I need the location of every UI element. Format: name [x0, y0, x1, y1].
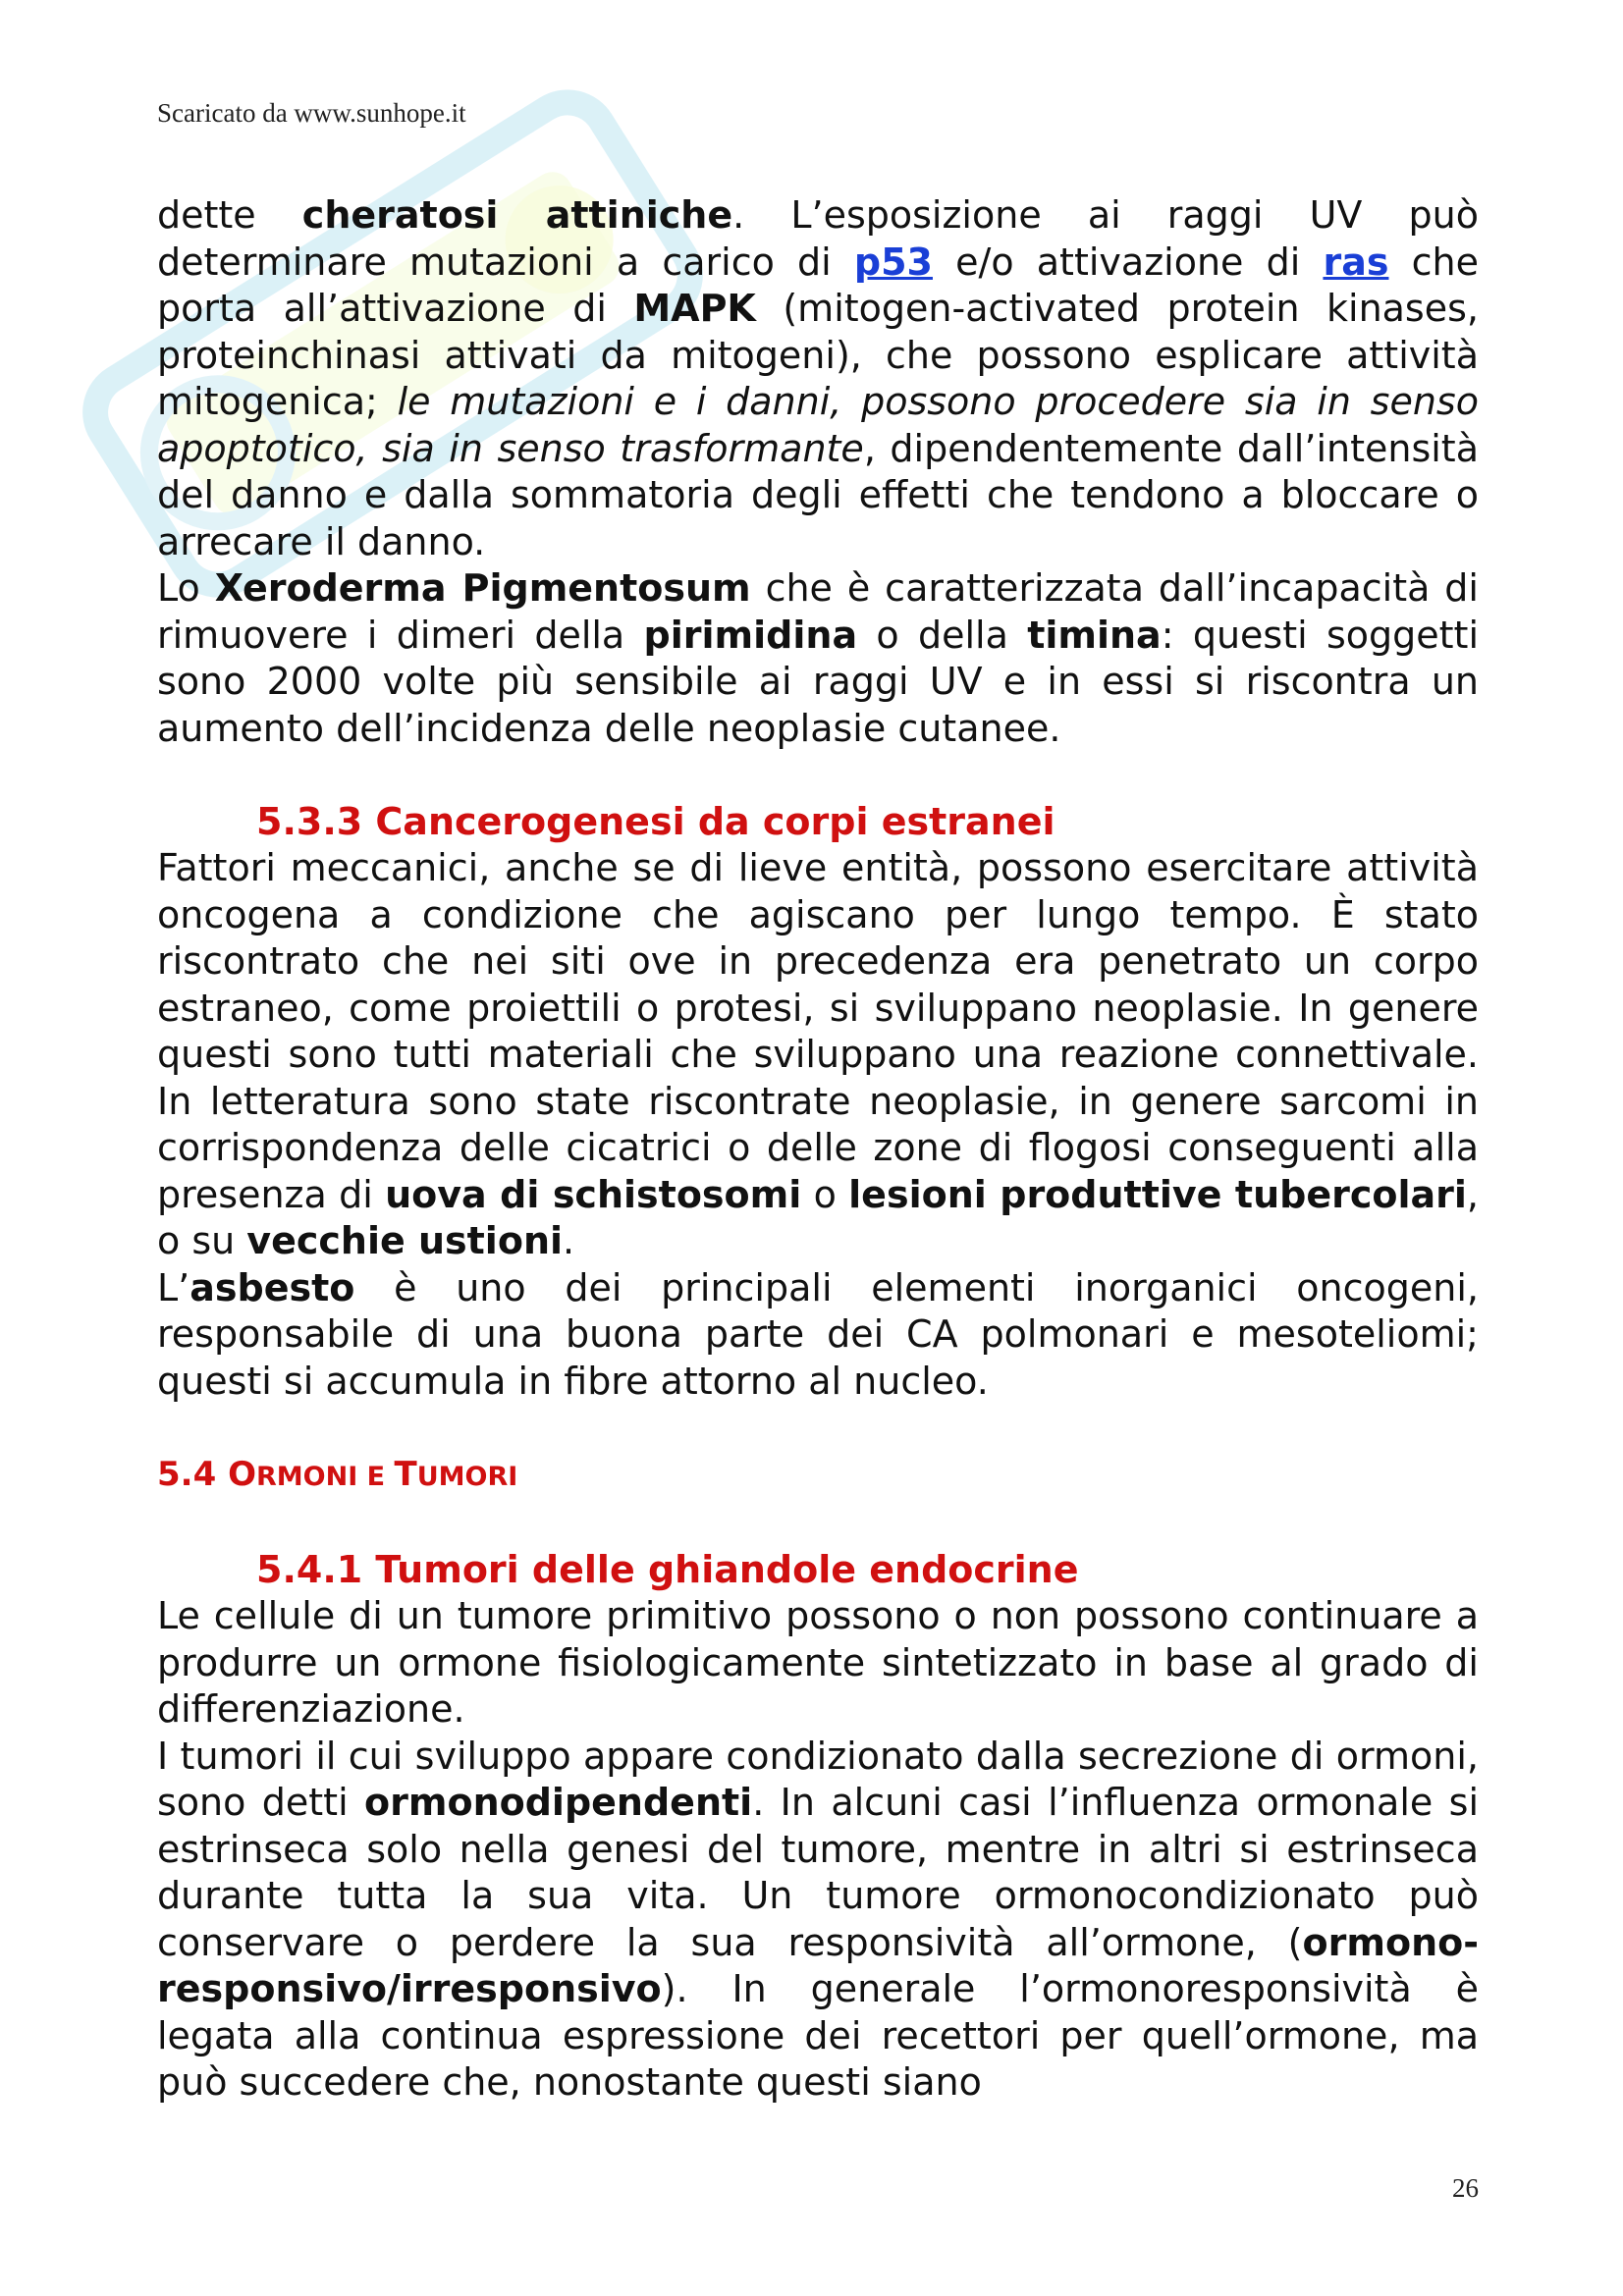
paragraph-primary-tumor-cells: Le cellule di un tumore primitivo possono o non possono continuare a produrre un ormone fisiologicamente sintetizzato in base al grado di differenziazione. [157, 1594, 1479, 1731]
paragraph-mechanical-factors: Fattori meccanici, anche se di lieve entità, possono esercitare attività oncogena a condizione che agiscano per lungo tempo. È stato riscontrato che nei siti ove in precedenza era penetrato un corpo estraneo, come proiettili o protesi, si sviluppano neoplasie. In genere questi sono tutti materiali che sviluppano una reazione connettivale. In letteratura sono state riscontrate neoplasie, in genere sarcomi in corrispondenza delle cicatrici o delle zone di flogosi conseguenti alla presenza di uova di schistosomi o lesioni produttive tubercolari, o su vecchie ustioni. [157, 846, 1479, 1262]
page-number: 26 [1452, 2173, 1479, 2203]
page-body [157, 192, 1479, 2107]
source-header: Scaricato da www.sunhope.it [157, 98, 466, 128]
p53-link[interactable]: p53 [853, 240, 933, 284]
paragraph-uv-mutations: dette cheratosi attiniche. L’esposizione ai raggi UV può determinare mutazioni a carico di p53 e/o attivazione di ras che porta all’attivazione di MAPK (mitogen-activated protein kinases, proteinchinasi attivati da mitogeni), che possono esplicare attività mitogenica; le mutazioni e i danni, possono procedere sia in senso apoptotico, sia in senso trasformante, dipendentemente dall’intensità del danno e dalla sommatoria degli effetti che tendono a bloccare o arrecare il danno. [157, 193, 1480, 563]
ras-link[interactable]: ras [1323, 240, 1389, 284]
paragraph-hormone-dependent: I tumori il cui sviluppo appare condizionato dalla secrezione di ormoni, sono detti ormonodipendenti. In alcuni casi l’influenza ormonale si estrinseca solo nella genesi del tumore, mentre in altri si estrinseca durante tutta la sua vita. Un tumore ormonocondizionato può conservare o perdere la sua responsività all’ormone, (ormono-responsivo/irresponsivo). In generale l’ormonoresponsività è legata alla continua espressione dei recettori per quell’ormone, ma può succedere che, nonostante questi siano [157, 1734, 1479, 2104]
paragraph-xeroderma: Lo Xeroderma Pigmentosum che è caratterizzata dall’incapacità di rimuovere i dimeri della pirimidina o della timina: questi soggetti sono 2000 volte più sensibile ai raggi UV e in essi si riscontra un aumento dell’incidenza delle neoplasie cutanee. [157, 566, 1479, 750]
heading-5-4: 5.4 ORMONI E TUMORI [157, 1454, 518, 1494]
paragraph-asbestos: L’asbesto è uno dei principali elementi inorganici oncogeni, responsabile di una buona parte dei CA polmonari e mesoteliomi; questi si accumula in fibre attorno al nucleo. [157, 1265, 1479, 1403]
heading-5-3-3: 5.3.3 Cancerogenesi da corpi estranei [256, 799, 1055, 843]
heading-5-4-1: 5.4.1 Tumori delle ghiandole endocrine [256, 1547, 1079, 1591]
